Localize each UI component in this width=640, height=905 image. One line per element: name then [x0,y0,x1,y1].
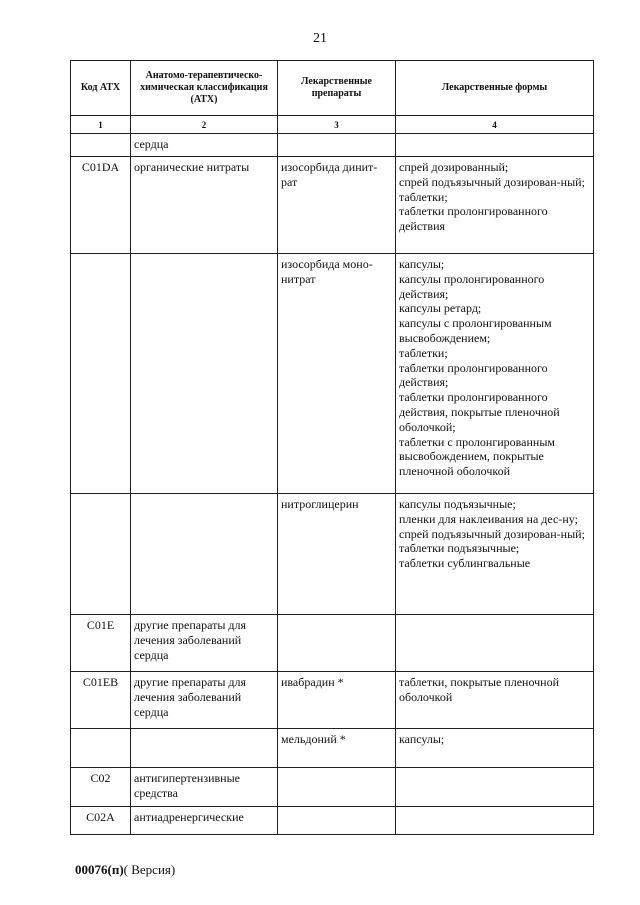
table-row [71,494,594,615]
drug-name-cell: изосорбида динит-рат [278,157,396,254]
table-row [71,615,594,672]
drug-name-cell: ивабрадин * [278,672,396,729]
table-body [71,134,594,835]
dosage-forms-cell [396,494,594,615]
column-number: 2 [131,116,278,134]
dosage-form-item: капсулы с пролонгированным высвобождением; [399,316,552,345]
dosage-forms-cell [396,807,594,835]
page-number: 21 [313,31,327,46]
table-row [71,134,594,157]
dosage-form-item: таблетки пролонгированного действия [399,204,548,234]
table-row [71,807,594,835]
atc-classification-cell [131,254,278,494]
dosage-form-item: таблетки подъязычные; [399,541,520,556]
dosage-form-item: таблетки, покрытые пленочной оболочкой [399,675,560,704]
column-number: 4 [396,116,594,134]
table-row [71,729,594,768]
atc-code-cell [71,134,131,157]
atc-table-container [70,60,594,835]
drug-name-cell [278,615,396,672]
atc-classification-cell [131,494,278,615]
atc-code-cell [71,729,131,768]
header-atc-classification: Анатомо-терапевтическо-химическая классификация (АТХ) [131,61,278,116]
dosage-form-item: таблетки сублингвальные [399,556,531,571]
table-row [71,254,594,494]
drug-name-cell: мельдоний * [278,729,396,768]
dosage-forms-cell [396,729,594,768]
atc-classification-cell: другие препараты для лечения заболеваний сердца [131,615,278,672]
dosage-form-item: капсулы; [399,257,445,271]
atc-classification-cell: антиадренергические [131,807,278,835]
header-drugs: Лекарственные препараты [278,61,396,116]
table-row [71,157,594,254]
column-number: 3 [278,116,396,134]
dosage-form-item: таблетки пролонгированного действия; [399,360,548,390]
dosage-forms-cell [396,672,594,729]
document-footer [75,862,175,878]
dosage-forms-cell [396,254,594,494]
drug-name-cell: изосорбида моно-нитрат [278,254,396,494]
drug-name-cell [278,807,396,835]
table-row [71,768,594,807]
dosage-form-item: капсулы пролонгированного действия; [399,271,545,301]
drug-name-cell [278,768,396,807]
dosage-forms-cell [396,157,594,254]
document-version: ( Версия) [123,862,176,877]
drug-name-cell [278,134,396,157]
atc-code-cell: C02 [71,768,131,807]
dosage-forms-cell [396,768,594,807]
dosage-form-item: спрей подъязычный дозирован-ный; [399,526,585,541]
atc-code-cell: C01DA [71,157,131,254]
dosage-form-item: таблетки; [399,189,448,204]
header-dosage-forms: Лекарственные формы [396,61,594,116]
dosage-forms-cell [396,134,594,157]
dosage-form-item: спрей дозированный; [399,160,509,174]
atc-code-cell: C01E [71,615,131,672]
atc-drug-table [70,60,594,835]
dosage-form-item: капсулы ретард; [399,301,482,316]
dosage-form-item: спрей подъязычный дозирован-ный; [399,174,585,189]
dosage-forms-cell [396,615,594,672]
dosage-form-item: капсулы; [399,732,445,746]
atc-classification-cell: антигипертензивные средства [131,768,278,807]
dosage-form-item: таблетки; [399,345,448,360]
atc-classification-cell: сердца [131,134,278,157]
atc-classification-cell [131,729,278,768]
dosage-form-item: капсулы подъязычные; [399,497,516,511]
table-row [71,672,594,729]
dosage-form-item: таблетки с пролонгированным высвобождением, покрытые пленочной оболочкой [399,434,556,479]
column-number-row [71,116,594,134]
atc-code-cell [71,254,131,494]
atc-classification-cell: другие препараты для лечения заболеваний сердца [131,672,278,729]
drug-name-cell: нитроглицерин [278,494,396,615]
header-atc-code: Код АТХ [71,61,131,116]
table-header-row [71,61,594,116]
atc-code-cell: C01EB [71,672,131,729]
dosage-form-item: таблетки пролонгированного действия, покрытые пленочной оболочкой; [399,390,560,434]
atc-code-cell [71,494,131,615]
document-code: 00076(п) [75,862,124,877]
atc-classification-cell: органические нитраты [131,157,278,254]
dosage-form-item: пленки для наклеивания на дес-ну; [399,511,578,526]
atc-code-cell: C02A [71,807,131,835]
column-number: 1 [71,116,131,134]
